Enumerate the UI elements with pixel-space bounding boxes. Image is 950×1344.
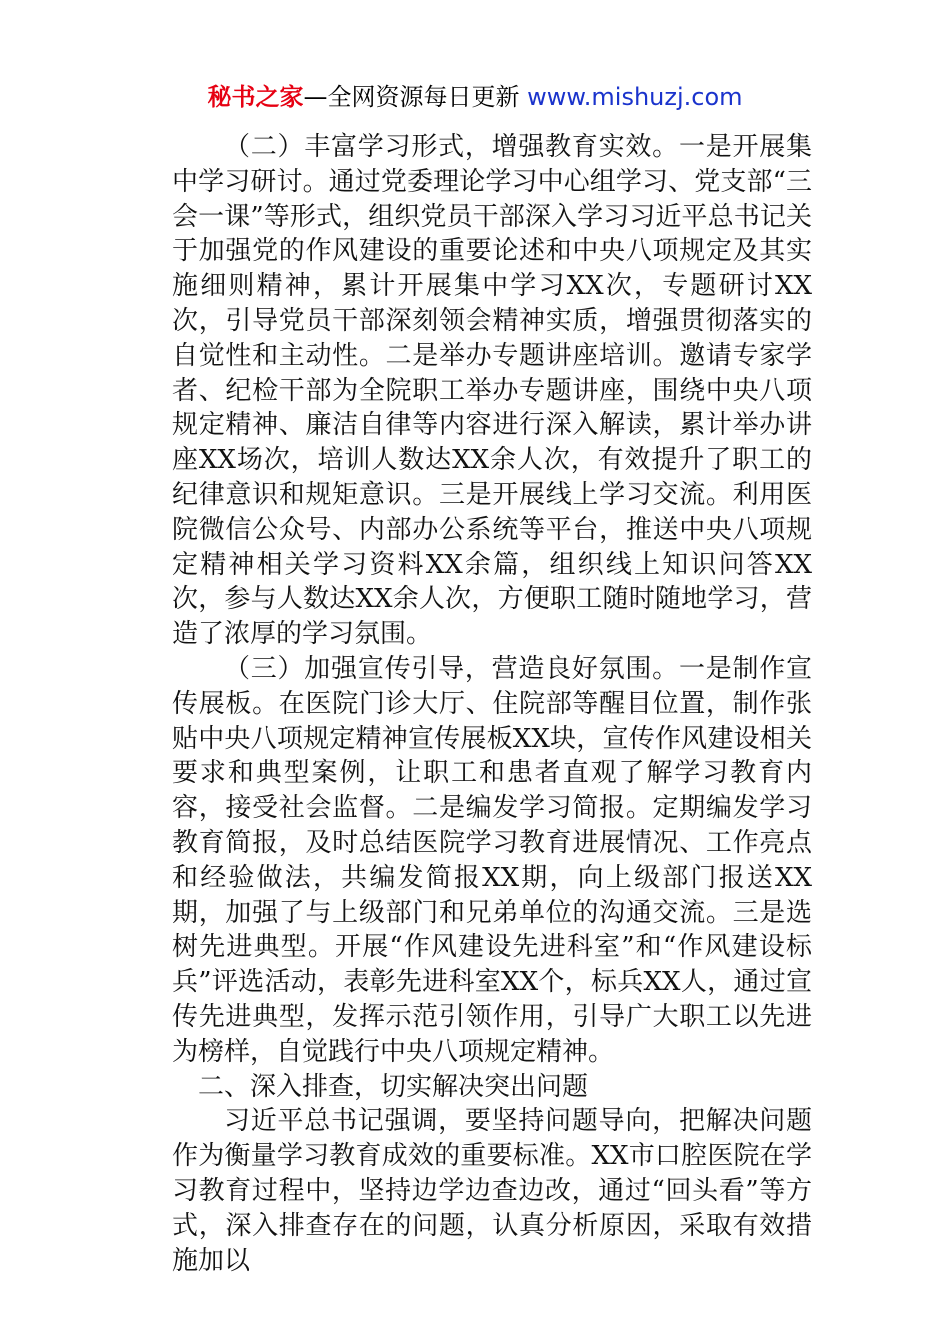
site-url-link[interactable]: www.mishuzj.com	[527, 83, 743, 111]
brand-name: 秘书之家	[207, 83, 304, 111]
paragraph-problem-solving: 习近平总书记强调，要坚持问题导向，把解决问题作为衡量学习教育成效的重要标准。XX市口腔医院在学习教育过程中，坚持边学边查边改，通过“回头看”等方式，深入排查存在的问题，认真分析原因，采取有效措施加以	[172, 1106, 812, 1276]
section-heading: 二、深入排查，切实解决突出问题	[198, 1071, 589, 1102]
page-header	[0, 80, 950, 114]
paragraph-publicity: （三）加强宣传引导，营造良好氛围。一是制作宣传展板。在医院门诊大厅、住院部等醒目位置，制作张贴中央八项规定精神宣传展板XX块，宣传作风建设相关要求和典型案例，让职工和患者直观了解学习教育内容，接受社会监督。二是编发学习简报。定期编发学习教育简报，及时总结医院学习教育进展情况、工作亮点和经验做法，共编发简报XX期，向上级部门报送XX期，加强了与上级部门和兄弟单位的沟通交流。三是选树先进典型。开展“作风建设先进科室”和“作风建设标兵”评选活动，表彰先进科室XX个，标兵XX人，通过宣传先进典型，发挥示范引领作用，引导广大职工以先进为榜样，自觉践行中央八项规定精神。	[172, 653, 812, 1067]
document-body	[172, 130, 812, 1278]
paragraph-study-forms: （二）丰富学习形式，增强教育实效。一是开展集中学习研讨。通过党委理论学习中心组学习、党支部“三会一课”等形式，组织党员干部深入学习习近平总书记关于加强党的作风建设的重要论述和中央八项规定及其实施细则精神，累计开展集中学习XX次，专题研讨XX次，引导党员干部深刻领会精神实质，增强贯彻落实的自觉性和主动性。二是举办专题讲座培训。邀请专家学者、纪检干部为全院职工举办专题讲座，围绕中央八项规定精神、廉洁自律等内容进行深入解读，累计举办讲座XX场次，培训人数达XX余人次，有效提升了职工的纪律意识和规矩意识。三是开展线上学习交流。利用医院微信公众号、内部办公系统等平台，推送中央八项规定精神相关学习资料XX余篇，组织线上知识问答XX次，参与人数达XX余人次，方便职工随时随地学习，营造了浓厚的学习氛围。	[172, 132, 812, 650]
header-tagline: —全网资源每日更新	[303, 83, 520, 111]
